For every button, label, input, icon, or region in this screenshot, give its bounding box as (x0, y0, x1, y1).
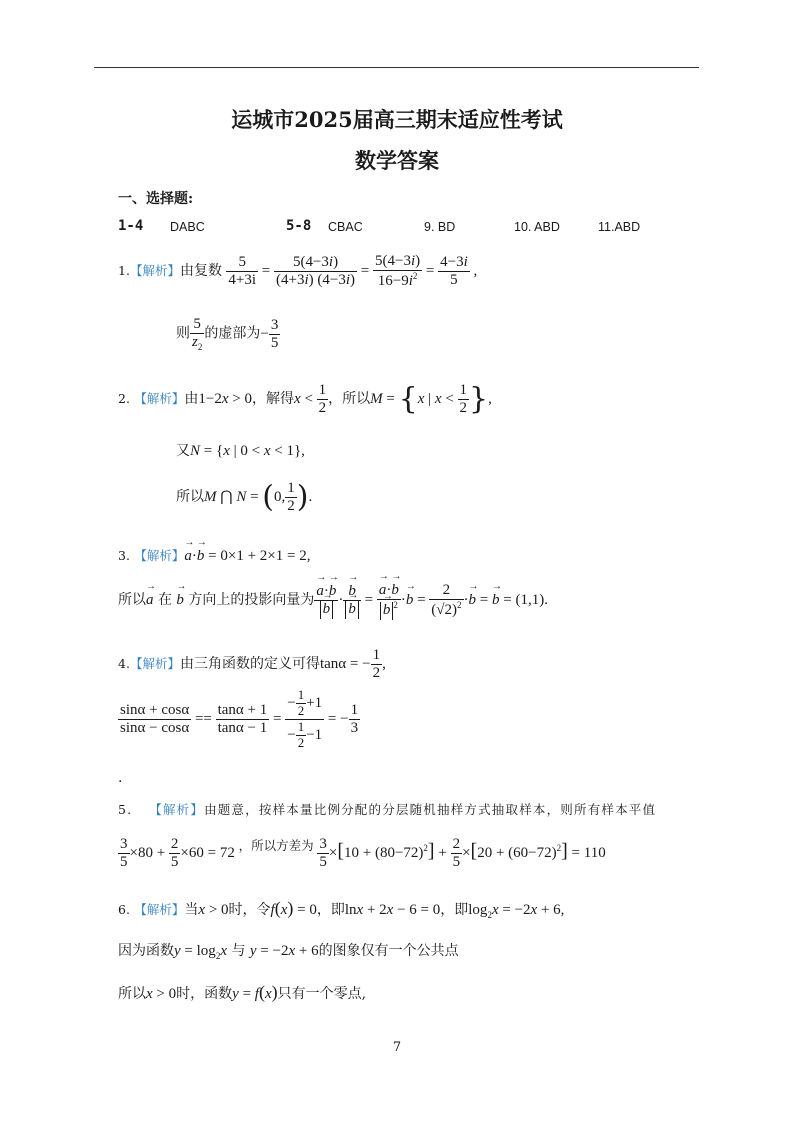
solution-6: 6. 【解析】当x > 0时，令f(x) = 0，即lnx + 2x − 6 = 0，即$\log_2x = -2x + 6$, (118, 898, 565, 920)
solution-6-line-3: 所以x > 0时，函数y = f(x)只有一个零点, (118, 982, 367, 1002)
solution-3: 3. 【解析】→ a·→ b = 0×1 + 2×1 = 2, (118, 546, 310, 565)
answer-group-1-label: 1-4 (118, 218, 144, 234)
solution-5: 5. 【解析】由题意，按样本量比例分配的分层随机抽样方式抽取样本，则所有样本平值 (118, 802, 657, 817)
answer-group-1-values: DABC (170, 220, 205, 234)
solution-3-line-2: 所以→ a 在 → b 方向上的投影向量为 → a·→ b → b · → b → b = → a·→ b → b $^2$ ·→ b = $\frac{2}{(√2)^2}$ ·→ b = → b = (1,1). (118, 582, 548, 620)
analysis-tag: 【解析】 (129, 263, 180, 279)
answer-10: 10. ABD (514, 220, 560, 234)
header-rule (94, 67, 699, 68)
dot-mark: . (118, 770, 123, 786)
solution-4: 4.【解析】由三角函数的定义可得tanα = − $\frac{1}{2}$ , (118, 647, 386, 682)
solution-2-line-3: 所以M ⋂ N = (0, $\frac{1}{2}$ ). (176, 479, 313, 515)
solution-5-equation: $\frac{3}{5}$ ×80 + $\frac{2}{5}$ ×60 = 72 $^{,所以方差为}$ $\frac{3}{5}$ $\times[10 + (80-72)^2]$ + $\frac{2}{5}$ $\times[20 + (60-72)^2] = 110$ (120, 836, 606, 871)
solution-6-line-2: 因为函数$y = \log_2x$ 与 y = −2x + 6的图象仅有一个公共点 (118, 943, 459, 961)
answer-11: 11.ABD (598, 220, 641, 234)
page-subtitle: 数学答案 (355, 148, 439, 173)
solution-2: 2. 【解析】由1−2x > 0，解得x < $\frac{1}{2}$ ，所以M = {x | x < $\frac{1}{2}$ }, (118, 381, 492, 417)
solution-1-line-2: 则 $\frac{5}{z_2}$ 的虚部为− $\frac{3}{5}$ (176, 316, 279, 353)
equation-q1: $\frac{5}{4+3i}$ = $\frac{5(4-3i)}{(4+3i) (4-3i)}$ = $\frac{5(4-3i)}{16-9i^2}$ = $\frac{4-3i}{5}$ , (228, 253, 478, 290)
solution-4-equation: $\frac{\sin\alpha + \cos\alpha}{\sin\alpha - \cos\alpha}$ == $\frac{\tan\alpha + 1}{\tan\alpha - 1}$ = − $\frac{1}{2}$ +1 − $\frac{1}{2}$ −1 = − $\frac{1}{3}$ (120, 687, 359, 750)
section-heading: 一、选择题: (118, 191, 194, 207)
page-title: 运城市2025届高三期末适应性考试 (231, 107, 563, 132)
answer-9: 9. BD (424, 220, 456, 234)
answer-group-2-values: CBAC (328, 220, 363, 234)
solution-2-line-2: 又N = {x | 0 < x < 1}, (176, 443, 305, 459)
page-number: 7 (392, 1040, 402, 1055)
answer-group-2-label: 5-8 (286, 218, 312, 234)
solution-1: 1.【解析】由复数 $\frac{5}{4+3i}$ = $\frac{5(4-3i)}{(4+3i) (4-3i)}$ = $\frac{5(4-3i)}{16-9i^2}$ = $\frac{4-3i}{5}$ , (118, 253, 478, 290)
